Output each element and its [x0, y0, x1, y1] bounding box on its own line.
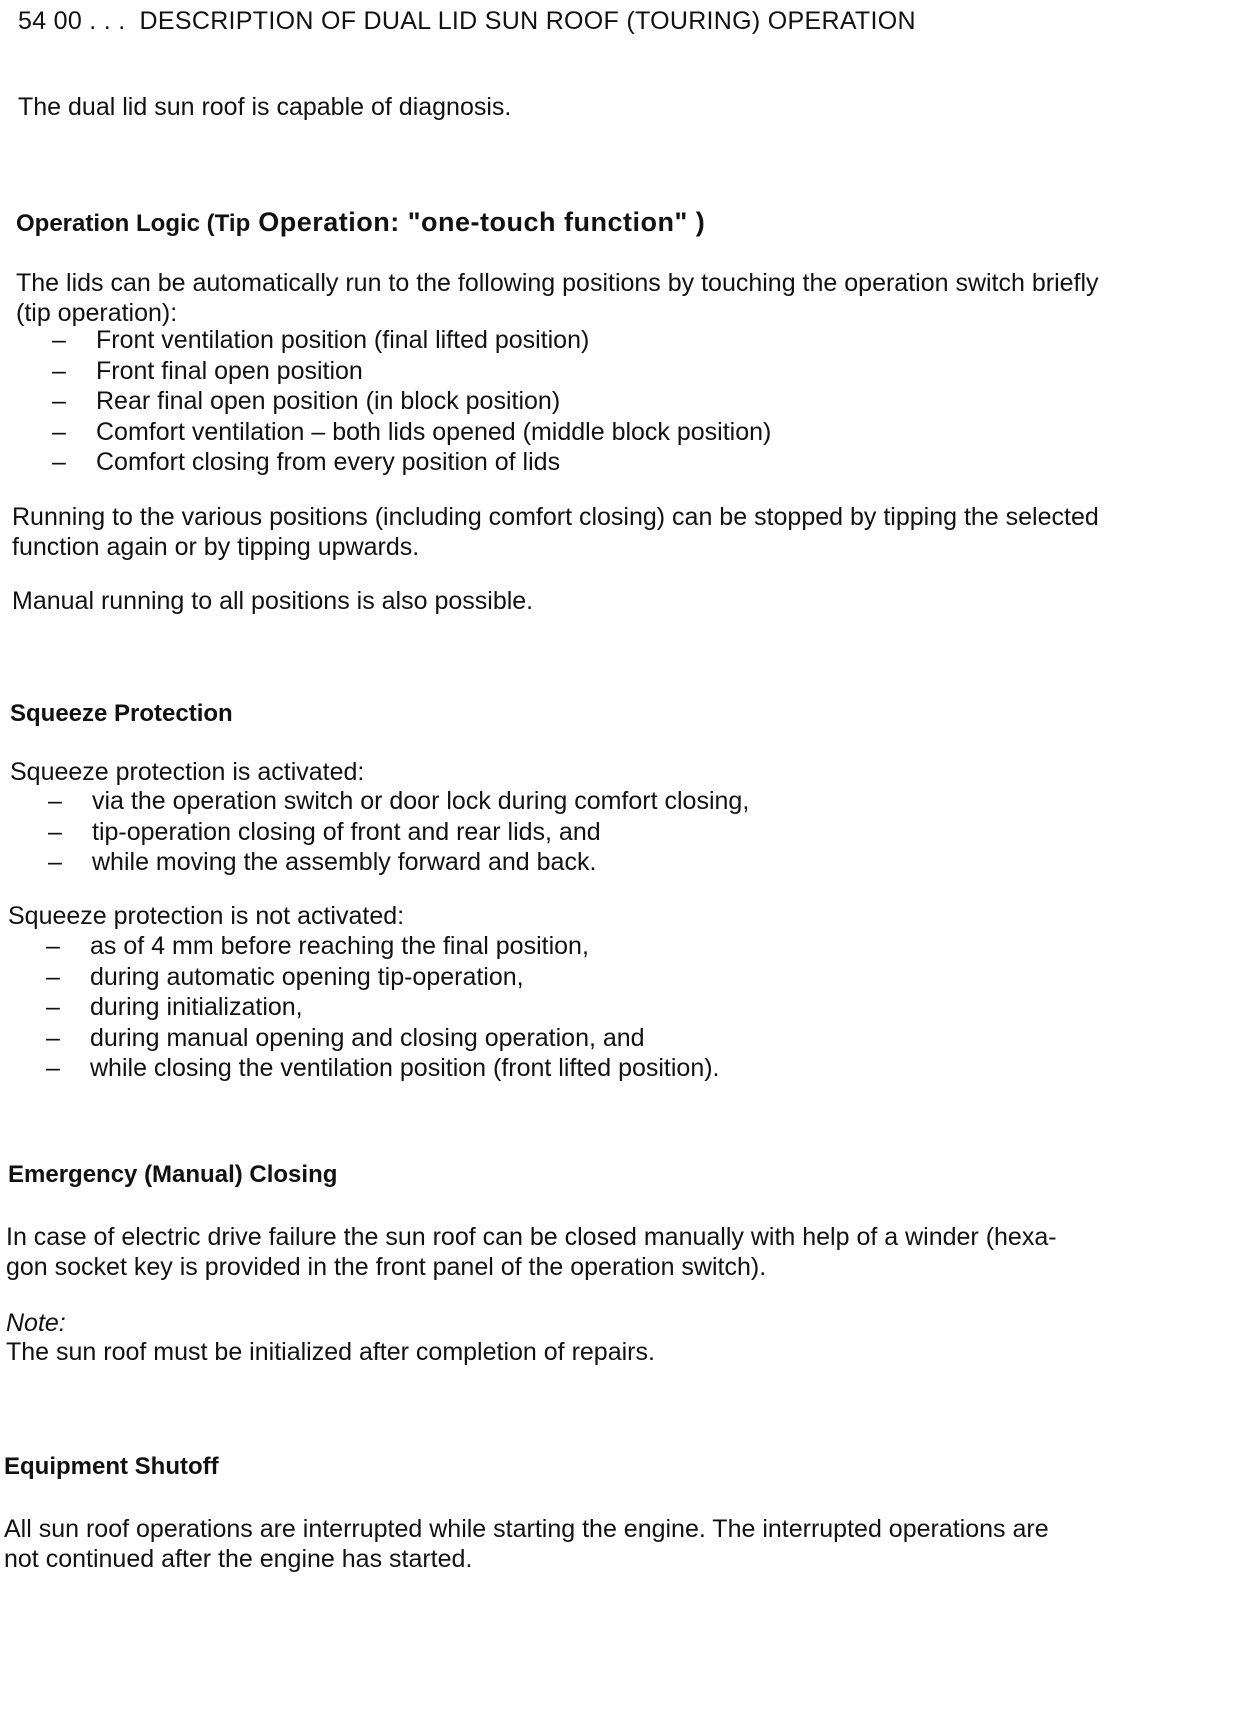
shutoff-heading: Equipment Shutoff [4, 1453, 219, 1480]
list-item: – Comfort closing from every position of lids [52, 447, 771, 478]
list-item: – Front ventilation position (final lifted position) [52, 325, 771, 356]
emergency-heading: Emergency (Manual) Closing [8, 1161, 338, 1188]
operation-logic-line-2: (tip operation): [16, 299, 178, 327]
squeeze-not-activated-label: Squeeze protection is not activated: [8, 902, 405, 930]
operation-logic-line-1: The lids can be automatically run to the following positions by touching the operation switch briefly [16, 269, 1099, 297]
emergency-line-2: gon socket key is provided in the front panel of the operation switch). [6, 1253, 767, 1281]
note-label: Note: [6, 1309, 66, 1337]
position-list [52, 325, 771, 478]
list-item: – while closing the ventilation position (front lifted position). [46, 1053, 720, 1084]
list-item: – Front final open position [52, 356, 771, 387]
squeeze-activated-list [48, 786, 749, 878]
squeeze-not-activated-list [46, 931, 720, 1084]
emergency-line-1: In case of electric drive failure the sun roof can be closed manually with help of a winder (hexa- [6, 1223, 1057, 1251]
shutoff-paragraph [4, 1514, 1234, 1574]
stop-line-1: Running to the various positions (including comfort closing) can be stopped by tipping the selected [12, 503, 1099, 531]
list-item: – as of 4 mm before reaching the final position, [46, 931, 720, 962]
squeeze-activated-label: Squeeze protection is activated: [10, 758, 365, 786]
operation-logic-heading-rest: Operation: "one-touch function" ) [250, 207, 706, 237]
list-item: – via the operation switch or door lock during comfort closing, [48, 786, 749, 817]
list-item: – during manual opening and closing operation, and [46, 1023, 720, 1054]
stop-line-2: function again or by tipping upwards. [12, 533, 420, 561]
shutoff-line-2: not continued after the engine has started. [4, 1545, 473, 1573]
shutoff-line-1: All sun roof operations are interrupted while starting the engine. The interrupted operations are [4, 1515, 1049, 1543]
squeeze-heading: Squeeze Protection [10, 700, 233, 727]
list-item: – Rear final open position (in block position) [52, 386, 771, 417]
note-text: The sun roof must be initialized after completion of repairs. [6, 1338, 655, 1366]
list-item: – while moving the assembly forward and back. [48, 847, 749, 878]
stop-paragraph [12, 502, 1242, 562]
section-title: DESCRIPTION OF DUAL LID SUN ROOF (TOURING) OPERATION [139, 7, 916, 35]
list-item: – tip-operation closing of front and rear lids, and [48, 817, 749, 848]
operation-logic-heading [16, 207, 705, 239]
emergency-paragraph [6, 1222, 1236, 1282]
list-item: – during initialization, [46, 992, 720, 1023]
section-code: 54 00 . . . [18, 7, 126, 35]
operation-logic-paragraph [16, 268, 1236, 328]
manual-running-text: Manual running to all positions is also possible. [12, 587, 534, 615]
intro-text: The dual lid sun roof is capable of diagnosis. [18, 93, 512, 121]
operation-logic-heading-prefix: Operation Logic (Tip [16, 210, 251, 237]
list-item: – during automatic opening tip-operation, [46, 962, 720, 993]
page-header [18, 6, 916, 36]
list-item: – Comfort ventilation – both lids opened (middle block position) [52, 417, 771, 448]
